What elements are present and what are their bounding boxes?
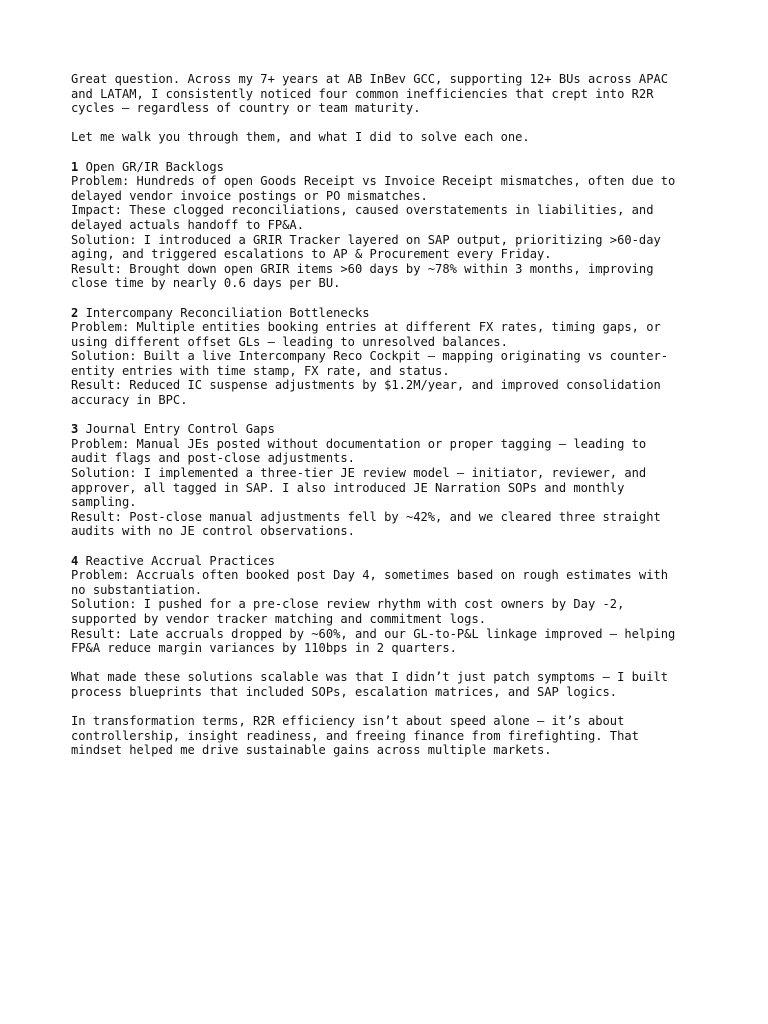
section-reactive-accrual: [71, 554, 731, 656]
problem-line: Problem: Accruals often booked post Day 4, sometimes based on rough estimates with no substantiation.: [71, 568, 669, 597]
problem-line: Problem: Hundreds of open Goods Receipt vs Invoice Receipt mismatches, often due to delayed vendor invoice postings or PO mismatches.: [71, 174, 676, 203]
document-body: [71, 72, 731, 773]
section-heading: [71, 160, 731, 175]
section-journal-entry-control: [71, 422, 731, 539]
section-number: 4: [71, 553, 79, 568]
section-heading: [71, 422, 731, 437]
intro-paragraph-2: Let me walk you through them, and what I did to solve each one.: [71, 130, 530, 145]
result-line: Result: Late accruals dropped by ~60%, and our GL-to-P&L linkage improved — helping FP&A reduce margin variances by 110bps in 2 quarters.: [71, 626, 676, 656]
result-line: Result: Brought down open GRIR items >60 days by ~78% within 3 months, improving close time by nearly 0.6 days per BU.: [71, 261, 654, 291]
solution-line: Solution: I introduced a GRIR Tracker layered on SAP output, prioritizing >60-day aging, and triggered escalations to AP & Procurement every Friday.: [71, 232, 661, 262]
section-gr-ir-backlogs: [71, 160, 731, 291]
problem-line: Problem: Multiple entities booking entries at different FX rates, timing gaps, or using different offset GLs — leading to unresolved balances.: [71, 320, 661, 349]
section-number: 2: [71, 305, 79, 320]
closing-paragraph-2: In transformation terms, R2R efficiency isn’t about speed alone — it’s about controllership, insight readiness, and freeing finance from firefighting. That mindset helped me drive sustainable gains across multiple markets.: [71, 714, 639, 758]
result-line: Result: Reduced IC suspense adjustments by $1.2M/year, and improved consolidation accuracy in BPC.: [71, 378, 661, 408]
section-heading: [71, 306, 731, 321]
section-number: 3: [71, 422, 79, 437]
result-line: Result: Post-close manual adjustments fell by ~42%, and we cleared three straight audits with no JE control observations.: [71, 509, 661, 539]
section-number: 1: [71, 159, 79, 174]
solution-line: Solution: I implemented a three-tier JE review model — initiator, reviewer, and approver, all tagged in SAP. I also introduced JE Narration SOPs and monthly sampling.: [71, 466, 647, 510]
impact-line: Impact: These clogged reconciliations, caused overstatements in liabilities, and delayed actuals handoff to FP&A.: [71, 203, 654, 232]
section-title: Reactive Accrual Practices: [85, 553, 275, 568]
intro-paragraph: Great question. Across my 7+ years at AB InBev GCC, supporting 12+ BUs across APAC and LATAM, I consistently noticed four common inefficiencies that crept into R2R cycles — regardless of country or team maturity.: [71, 72, 669, 116]
section-title: Intercompany Reconciliation Bottlenecks: [85, 305, 370, 320]
section-title: Journal Entry Control Gaps: [85, 422, 275, 437]
section-intercompany-reconciliation: [71, 306, 731, 408]
section-title: Open GR/IR Backlogs: [85, 159, 224, 174]
closing-paragraph: What made these solutions scalable was that I didn’t just patch symptoms — I built process blueprints that included SOPs, escalation matrices, and SAP logics.: [71, 670, 669, 699]
solution-line: Solution: Built a live Intercompany Reco Cockpit — mapping originating vs counter- entity entries with time stamp, FX rate, and status.: [71, 349, 669, 378]
section-heading: [71, 554, 731, 569]
solution-line: Solution: I pushed for a pre-close review rhythm with cost owners by Day -2, supported by vendor tracker matching and commitment logs.: [71, 597, 625, 626]
problem-line: Problem: Manual JEs posted without documentation or proper tagging — leading to audit flags and post-close adjustments.: [71, 436, 647, 466]
